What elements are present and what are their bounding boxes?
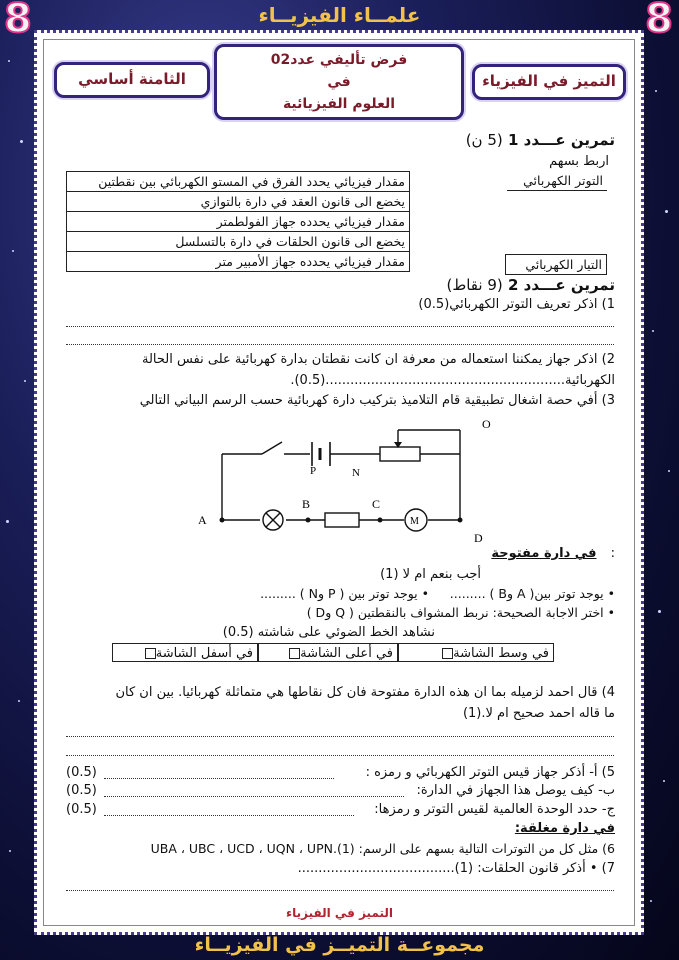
ex1-left-term-top	[507, 171, 607, 191]
ex2-q4-line1: 4) قال احمد لزميله بما ان هذه الدارة مفتوحة فان كل نقاطها هي متماثلة كهربائيا. بين ان كان	[115, 685, 615, 700]
term-voltage: التوتر الكهربائي	[507, 171, 607, 191]
answer-line	[104, 796, 404, 797]
option-middle[interactable]	[398, 643, 554, 662]
definition-item: مقدار فيزيائي يحدد الفرق في المستو الكهربائي بين نقطتين	[67, 172, 410, 192]
definition-item: يخضع الى قانون الحلقات في دارة بالتسلسل	[67, 232, 410, 252]
label-n: N	[352, 467, 360, 479]
header-center-line2: في	[327, 74, 351, 90]
ex2-q1: 1) اذكر تعريف التوتر الكهربائي(0.5)	[418, 297, 615, 312]
ex2-q2-line1: 2) اذكر جهاز يمكننا استعماله من معرفة ان كانت نقطتان بدارة كهربائية على نفس الحالة	[142, 352, 615, 367]
bullet-1b: • يوجد توتر بين ( P وN ) .........	[260, 586, 429, 601]
label-d: D	[474, 531, 483, 545]
ex2-q5c: ج- حدد الوحدة العالمية لقيس التوتر و رمزها:	[374, 802, 615, 817]
corner-number-left: 8	[4, 0, 32, 42]
ex1-title-text: تمرين عـــدد 1	[507, 131, 615, 149]
answer-line	[66, 326, 614, 327]
node-c	[378, 518, 383, 523]
ex2-q5b-points: (0.5)	[66, 783, 97, 798]
option-top-label: في أعلى الشاشة	[300, 646, 393, 661]
label-o: O	[482, 417, 491, 431]
footer-text: التميز في الفيزياء	[285, 906, 394, 920]
open-circuit-title: في دارة مفتوحة	[491, 546, 597, 561]
ex1-instruction: اربط بسهم	[549, 154, 609, 169]
ex2-q5a-points: (0.5)	[66, 765, 97, 780]
page-bottom-title: مجموعــة التميــز في الفيزيــاء	[194, 934, 485, 956]
label-b: B	[302, 497, 311, 511]
ex2-q5c-points: (0.5)	[66, 802, 97, 817]
ex2-q3: 3) أفي حصة اشغال تطبيقية قام التلاميذ بتركيب دارة كهربائية حسب الرسم البياني التالي	[139, 393, 615, 408]
ex2-q6: 6) مثل كل من التوترات التالية بسهم على الرسم: UBA ، UBC ، UCD ، UQN ، UPN.(1)	[150, 841, 615, 856]
checkbox[interactable]	[442, 648, 453, 659]
ex2-title	[447, 276, 616, 294]
ex1-points: (5 ن)	[465, 131, 503, 149]
term-current: التيار الكهربائي	[506, 255, 607, 275]
ex2-points: (9 نقاط)	[446, 276, 503, 294]
option-middle-label: في وسط الشاشة	[453, 646, 549, 661]
ex1-definitions-table	[66, 171, 410, 272]
motor-label: M	[410, 516, 419, 527]
answer-line	[66, 890, 614, 891]
open-circuit-colon: :	[610, 546, 615, 561]
option-bottom[interactable]	[112, 643, 258, 662]
node-d	[458, 518, 463, 523]
header-center-line3: العلوم الفيزيائية	[282, 96, 396, 112]
ex2-q5a: 5) أ- أذكر جهاز قيس التوتر الكهربائي و رمزه :	[365, 765, 615, 780]
definition-item: مقدار فيزيائي يحدده جهاز الفولطمتر	[67, 212, 410, 232]
ex2-title-text: تمرين عـــدد 2	[507, 276, 615, 294]
closed-circuit-heading: في دارة مغلقة:	[514, 821, 615, 836]
ex2-q7: 7) • أذكر قانون الحلقات: (1)......................................	[297, 861, 615, 876]
ex1-left-term-bottom	[505, 254, 607, 275]
header-right-box: التميز في الفيزياء	[472, 64, 626, 100]
label-a: A	[198, 513, 207, 527]
answer-line	[66, 755, 614, 756]
answer-line	[104, 778, 334, 779]
ex2-q4-line2: ما قاله احمد صحيح ام لا.(1)	[462, 706, 615, 721]
header-left-box: الثامنة أساسي	[54, 62, 210, 98]
answer-line	[104, 815, 354, 816]
answer-yes-no: أجب بنعم ام لا (1)	[380, 567, 481, 582]
ex2-q2-line2: الكهربائية..........................................................(0.5).	[290, 373, 615, 388]
ex1-title	[466, 131, 615, 149]
answer-line	[66, 344, 614, 345]
ex2-q5b: ب- كيف يوصل هذا الجهاز في الدارة:	[416, 783, 615, 798]
definition-item: يخضع الى قانون العقد في دارة بالتوازي	[67, 192, 410, 212]
checkbox[interactable]	[289, 648, 300, 659]
option-top[interactable]	[258, 643, 398, 662]
definition-item: مقدار فيزيائي يحدده جهاز الأمبير متر	[67, 252, 410, 272]
screen-question: نشاهد الخط الضوئي على شاشته (0.5)	[222, 625, 435, 640]
checkbox[interactable]	[145, 648, 156, 659]
node-a	[220, 518, 225, 523]
header-center-line1: فرض تأليفي عدد02	[270, 52, 408, 68]
answer-line	[66, 736, 614, 737]
circuit-diagram	[190, 412, 510, 548]
label-p: P	[310, 465, 317, 477]
bullet-2: • اختر الاجابة الصحيحة: نربط المشواف بالنقطتين ( Q وD )	[306, 605, 615, 620]
page-top-title: علمــاء الفيزيــاء	[258, 3, 421, 27]
node-b	[306, 518, 311, 523]
corner-number-right: 8	[645, 0, 673, 42]
header-center-box	[214, 44, 464, 120]
bullet-1a: • يوجد توتر بين( A وB ) .........	[449, 586, 615, 601]
open-circuit-heading	[491, 546, 615, 561]
label-c: C	[372, 497, 381, 511]
option-bottom-label: في أسفل الشاشة	[155, 646, 253, 661]
